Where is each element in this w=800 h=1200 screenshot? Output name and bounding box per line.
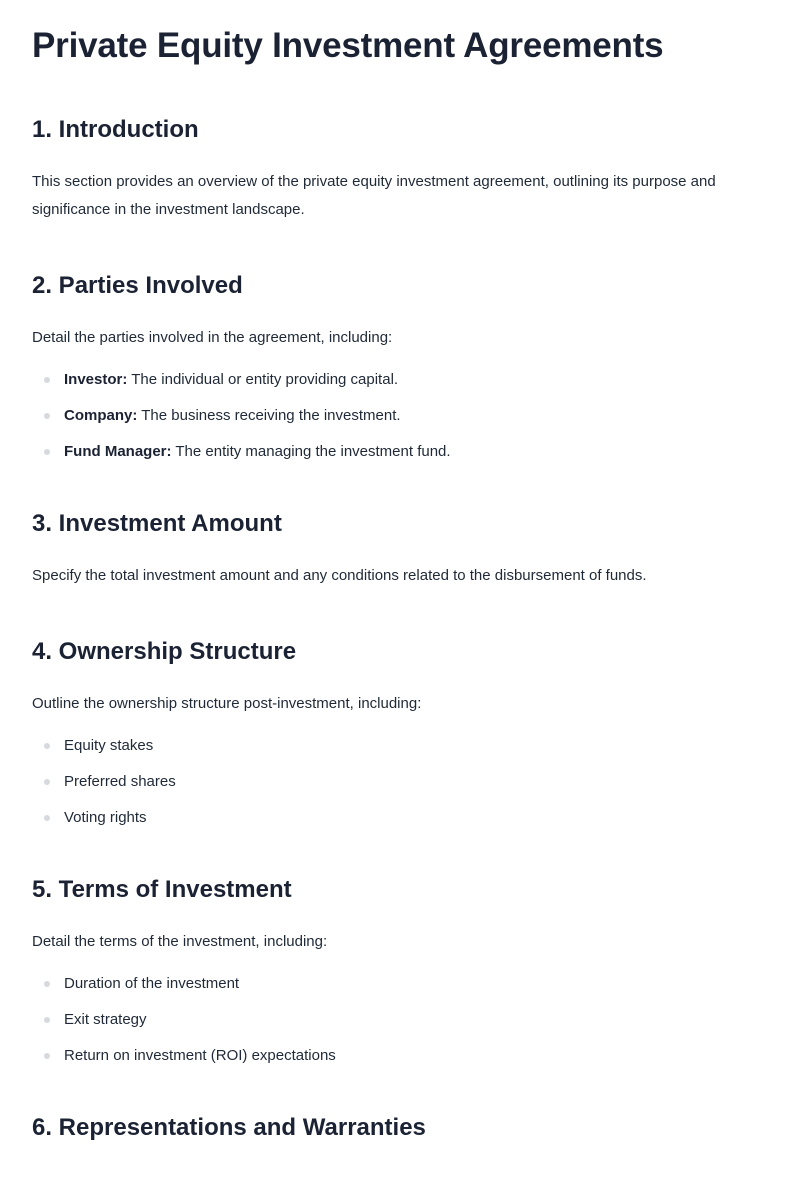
list-item-desc: The business receiving the investment. (137, 407, 401, 424)
list-item-desc: The entity managing the investment fund. (171, 443, 451, 460)
list-item: Voting rights (32, 808, 768, 828)
parties-list (32, 370, 768, 462)
list-item: Equity stakes (32, 736, 768, 756)
section-heading: 6. Representations and Warranties (32, 1114, 426, 1141)
list-item-term: Fund Manager: (64, 443, 172, 460)
section-representations-warranties (32, 1112, 768, 1144)
section-text: Detail the parties involved in the agreement, including: (32, 329, 393, 346)
section-ownership-structure (32, 636, 768, 828)
section-terms-of-investment (32, 874, 768, 1066)
document-title: Private Equity Investment Agreements (32, 26, 664, 65)
section-text: Specify the total investment amount and any conditions related to the disbursement of funds. (32, 567, 647, 584)
list-item (32, 370, 768, 390)
section-heading: 5. Terms of Investment (32, 876, 292, 903)
section-introduction (32, 114, 768, 224)
section-text: This section provides an overview of the private equity investment agreement, outlining its purpose and significance in the investment landscape. (32, 173, 716, 218)
list-item: Exit strategy (32, 1010, 768, 1030)
list-item: Return on investment (ROI) expectations (32, 1046, 768, 1066)
list-item-term: Company: (64, 407, 138, 424)
list-item-desc: The individual or entity providing capital. (127, 371, 399, 388)
section-heading: 2. Parties Involved (32, 272, 243, 299)
list-item (32, 406, 768, 426)
section-heading: 4. Ownership Structure (32, 638, 297, 665)
list-item: Preferred shares (32, 772, 768, 792)
terms-list (32, 974, 768, 1066)
section-heading: 3. Investment Amount (32, 510, 282, 537)
list-item: Duration of the investment (32, 974, 768, 994)
section-heading: 1. Introduction (32, 116, 199, 143)
section-parties-involved (32, 270, 768, 462)
section-text: Detail the terms of the investment, including: (32, 933, 328, 950)
list-item-term: Investor: (64, 371, 128, 388)
list-item (32, 442, 768, 462)
section-investment-amount (32, 508, 768, 590)
ownership-list (32, 736, 768, 828)
section-text: Outline the ownership structure post-investment, including: (32, 695, 422, 712)
